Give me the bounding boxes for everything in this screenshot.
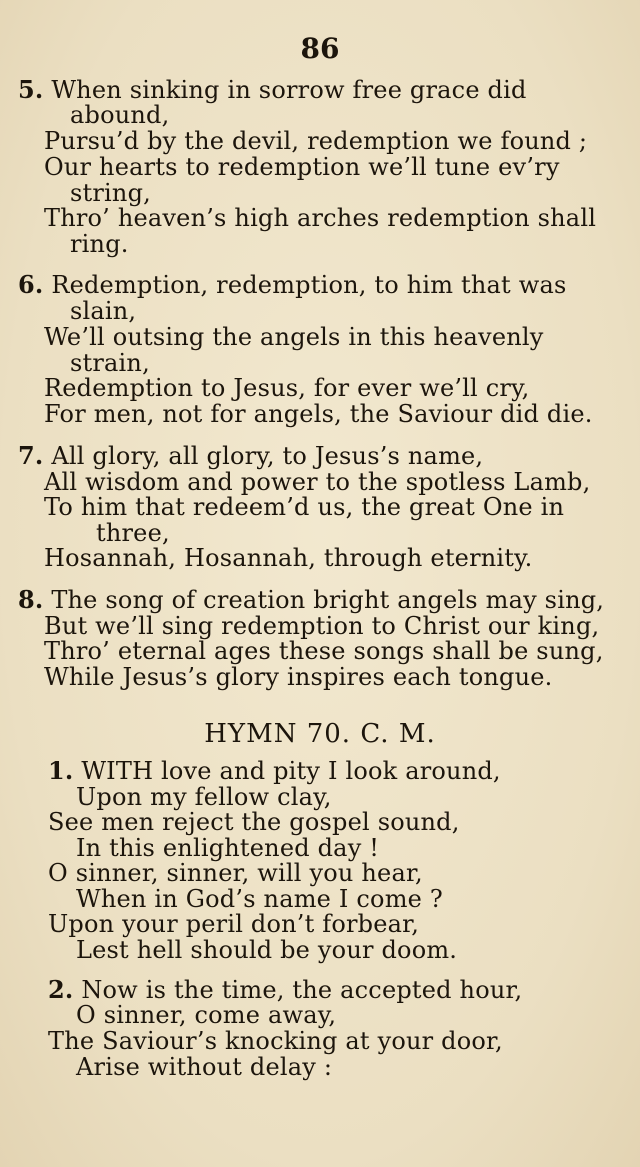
verse-line: O sinner, sinner, will you hear,: [48, 859, 423, 887]
verse-line: To him that redeem’d us, the great One in: [44, 493, 565, 521]
verse-5-line-1: 5. When sinking in sorrow free grace did: [18, 75, 527, 104]
hymn-title: HYMN 70. C. M.: [204, 719, 436, 749]
page-number: 86: [300, 32, 340, 65]
verse-8-line-1: 8. The song of creation bright angels may sing,: [18, 585, 605, 614]
hymn-verse-1-line-1: 1. WITH love and pity I look around,: [48, 756, 501, 785]
verse-line: strain,: [70, 349, 150, 377]
verse-line: three,: [96, 519, 170, 547]
verse-line: abound,: [70, 101, 170, 129]
verse-number: 7.: [18, 441, 44, 470]
verse-line: All wisdom and power to the spotless Lamb,: [44, 468, 591, 496]
verse-number: 1.: [48, 756, 74, 785]
verse-line: But we’ll sing redemption to Christ our king,: [44, 612, 600, 640]
verse-line: Arise without delay :: [76, 1053, 333, 1081]
verse-line: O sinner, come away,: [76, 1001, 337, 1029]
verse-number: 6.: [18, 270, 44, 299]
verse-line: slain,: [70, 297, 137, 325]
verse-line: Upon your peril don’t forbear,: [48, 910, 420, 938]
verse-line: The Saviour’s knocking at your door,: [48, 1027, 503, 1055]
verse-line: When in God’s name I come ?: [76, 885, 443, 913]
verse-number: 2.: [48, 975, 74, 1004]
verse-line: While Jesus’s glory inspires each tongue.: [44, 663, 553, 691]
hymn-verse-2-line-1: 2. Now is the time, the accepted hour,: [48, 975, 523, 1004]
verse-line: Redemption to Jesus, for ever we’ll cry,: [44, 374, 530, 402]
verse-line: string,: [70, 179, 151, 207]
verse-7-line-1: 7. All glory, all glory, to Jesus’s name,: [18, 441, 484, 470]
verse-line: ring.: [70, 230, 129, 258]
verse-line: For men, not for angels, the Saviour did die.: [44, 400, 593, 428]
verse-line: We’ll outsing the angels in this heavenly: [44, 323, 544, 351]
verse-line: In this enlightened day !: [76, 834, 380, 862]
verse-line: Hosannah, Hosannah, through eternity.: [44, 544, 533, 572]
verse-line: Thro’ eternal ages these songs shall be sung,: [44, 637, 604, 665]
verse-number: 8.: [18, 585, 44, 614]
verse-6-line-1: 6. Redemption, redemption, to him that was: [18, 270, 567, 299]
verse-line: See men reject the gospel sound,: [48, 808, 460, 836]
verse-line: Lest hell should be your doom.: [76, 936, 458, 964]
verse-line: Upon my fellow clay,: [76, 783, 332, 811]
verse-line: Pursu’d by the devil, redemption we found ;: [44, 127, 588, 155]
verse-line: Thro’ heaven’s high arches redemption shall: [44, 204, 597, 232]
verse-line: Our hearts to redemption we’ll tune ev’ry: [44, 153, 560, 181]
verse-number: 5.: [18, 75, 44, 104]
